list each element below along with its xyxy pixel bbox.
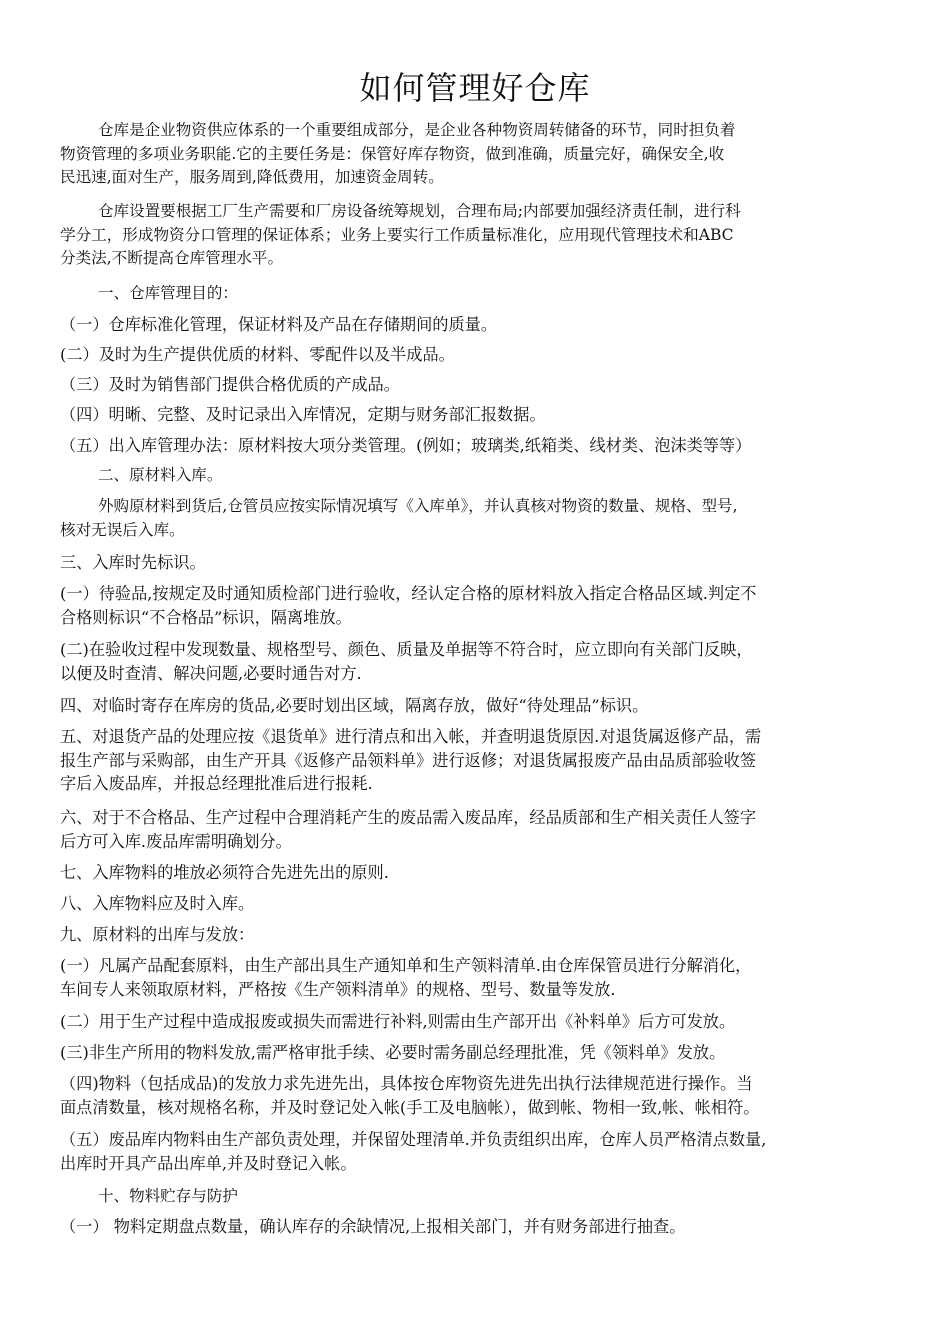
list-item [60, 1010, 900, 1034]
text-line: （四）明晰、完整、及时记录出入库情况，定期与财务部汇报数据。 [60, 405, 546, 424]
text-line: （四)物料（包括成品)的发放力求先进先出，具体按仓库物资先进先出执行法律规范进行操作。当 [60, 1074, 753, 1093]
text-line: 物资管理的多项业务职能.它的主要任务是：保管好库存物资，做到准确，质量完好，确保安全,收 [60, 144, 725, 163]
paragraph-intro [60, 119, 938, 190]
text-line: 报生产部与采购部，由生产开具《返修产品领料单》进行返修；对退货属报废产品由品质部验收签 [60, 750, 757, 770]
section-heading [60, 694, 900, 718]
list-item [60, 954, 900, 1001]
text-line: （一）仓库标准化管理，保证材料及产品在存储期间的质量。 [60, 315, 498, 334]
text-line: 后方可入库.废品库需明确划分。 [60, 831, 292, 851]
text-line: 十、物料贮存与防护 [98, 1187, 238, 1205]
list-item [60, 434, 900, 458]
list-item [60, 1072, 900, 1119]
text-line: (一）凡属产品配套原料，由生产部出具生产通知单和生产领料清单.由仓库保管员进行分解消化， [60, 956, 752, 975]
list-item [60, 1215, 900, 1239]
text-line: 字后入废品库，并报总经理批准后进行报耗. [60, 774, 373, 793]
text-line: (二)在验收过程中发现数量、规格型号、颜色、质量及单据等不符合时，应立即向有关部门反映， [60, 640, 753, 659]
list-item [60, 403, 900, 427]
text-line: 四、对临时寄存在库房的货品,必要时划出区域，隔离存放，做好“待处理品”标识。 [60, 696, 649, 715]
text-line: 出库时开具产品出库单,并及时登记入帐。 [60, 1153, 357, 1173]
text-line: 八、入库物料应及时入库。 [60, 894, 255, 913]
text-line: 学分工，形成物资分口管理的保证体系；业务上要实行工作质量标准化，应用现代管理技术和ABC [60, 225, 734, 244]
text-line: 仓库是企业物资供应体系的一个重要组成部分，是企业各种物资周转储备的环节，同时担负着 [98, 121, 736, 139]
list-item [60, 1041, 900, 1065]
text-line: (三)非生产所用的物料发放,需严格审批手续、必要时需务副总经理批准，凭《领料单》发放。 [60, 1043, 726, 1062]
text-line: (一）待验品,按规定及时通知质检部门进行验收，经认定合格的原材料放入指定合格品区域.判定不 [60, 584, 757, 603]
text-line: 外购原材料到货后,仓管员应按实际情况填写《入库单》，并认真核对物资的数量、规格、型号, [98, 497, 738, 515]
section-heading [60, 464, 938, 488]
text-line: (二）用于生产过程中造成报废或损失而需进行补料,则需由生产部开出《补料单》后方可发放。 [60, 1012, 736, 1031]
text-line: 仓库设置要根据工厂生产需要和厂房设备统筹规划，合理布局;内部要加强经济责任制，进行科 [98, 202, 741, 220]
section-heading [60, 1185, 938, 1209]
text-line: 一、仓库管理目的： [98, 284, 238, 302]
text-line: (二）及时为生产提供优质的材料、零配件以及半成品。 [60, 345, 455, 364]
paragraph [60, 806, 900, 853]
section-heading [60, 861, 900, 885]
text-line: （三）及时为销售部门提供合格优质的产成品。 [60, 375, 400, 394]
paragraph-setup [60, 200, 938, 271]
text-line: 合格则标识“不合格品”标识，隔离堆放。 [60, 607, 352, 627]
text-line: 七、入库物料的堆放必须符合先进先出的原则. [60, 863, 389, 882]
list-item [60, 638, 900, 685]
list-item [60, 373, 900, 397]
section-heading [60, 923, 900, 947]
section-heading [60, 282, 938, 306]
text-line: 分类法,不断提高仓库管理水平。 [60, 249, 284, 267]
text-line: 民迅速,面对生产，服务周到,降低费用，加速资金周转。 [60, 168, 444, 186]
list-item [60, 313, 900, 337]
text-line: 二、原材料入库。 [98, 466, 223, 484]
text-line: 核对无误后入库。 [60, 520, 185, 539]
text-line: 面点清数量，核对规格名称，并及时登记处入帐(手工及电脑帐），做到帐、物相一致,帐、帐相符。 [60, 1097, 760, 1117]
text-line: 九、原材料的出库与发放： [60, 925, 255, 944]
text-line: 六、对于不合格品、生产过程中合理消耗产生的废品需入废品库，经品质部和生产相关责任人签字 [60, 808, 757, 827]
page-title: 如何管理好仓库 [359, 69, 591, 107]
list-item [60, 1128, 900, 1175]
section-heading [60, 892, 900, 916]
text-line: 车间专人来领取原材料，严格按《生产领料清单》的规格、型号、数量等发放. [60, 979, 616, 999]
paragraph [60, 495, 938, 542]
text-line: （一） 物料定期盘点数量，确认库存的余缺情况,上报相关部门，并有财务部进行抽查。 [60, 1217, 686, 1236]
text-line: （五）废品库内物料由生产部负责处理，并保留处理清单.并负责组织出库，仓库人员严格清点数量, [60, 1130, 767, 1149]
section-heading [60, 551, 900, 575]
text-line: 以便及时查清、解决问题,必要时通告对方. [60, 663, 362, 683]
list-item [60, 343, 900, 367]
text-line: 三、入库时先标识。 [60, 553, 206, 572]
text-line: （五）出入库管理办法：原材料按大项分类管理。(例如；玻璃类,纸箱类、线材类、泡沫类等等） [60, 436, 752, 455]
list-item [60, 582, 900, 629]
text-line: 五、对退货产品的处理应按《退货单》进行清点和出入帐，并查明退货原因.对退货属返修产品，需 [60, 727, 762, 746]
paragraph [60, 725, 900, 796]
